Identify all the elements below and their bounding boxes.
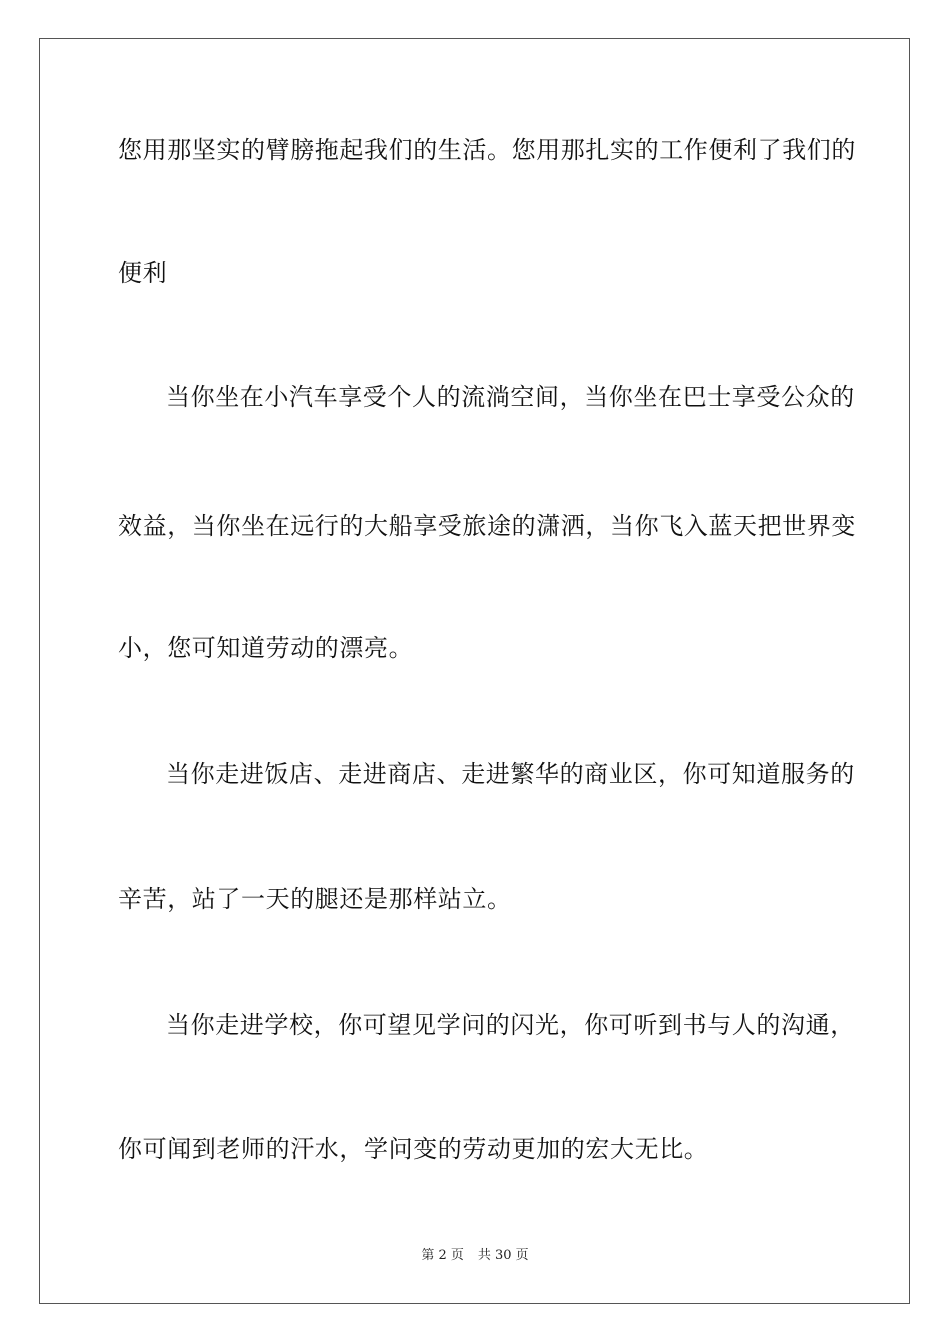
paragraph-line: 当你走进学校，你可望见学问的闪光，你可听到书与人的沟通， <box>166 1011 855 1039</box>
paragraph-line: 当你坐在小汽车享受个人的流淌空间，当你坐在巴士享受公众的 <box>166 383 855 411</box>
paragraph-line: 您用那坚实的臂膀拖起我们的生活。您用那扎实的工作便利了我们的 <box>118 136 856 164</box>
paragraph-line: 辛苦，站了一天的腿还是那样站立。 <box>118 885 512 913</box>
paragraph-line: 小，您可知道劳动的漂亮。 <box>118 634 414 662</box>
total-pages: 共 30 页 <box>477 1248 529 1263</box>
page-number: 第 2 页 <box>421 1248 464 1263</box>
page-frame <box>39 38 910 1304</box>
paragraph-line: 效益，当你坐在远行的大船享受旅途的潇洒，当你飞入蓝天把世界变 <box>118 512 856 540</box>
paragraph-line: 便利 <box>118 259 168 287</box>
paragraph-line: 当你走进饭店、走进商店、走进繁华的商业区，你可知道服务的 <box>166 760 855 788</box>
page-footer <box>0 1247 950 1265</box>
paragraph-line: 你可闻到老师的汗水，学问变的劳动更加的宏大无比。 <box>118 1135 709 1163</box>
